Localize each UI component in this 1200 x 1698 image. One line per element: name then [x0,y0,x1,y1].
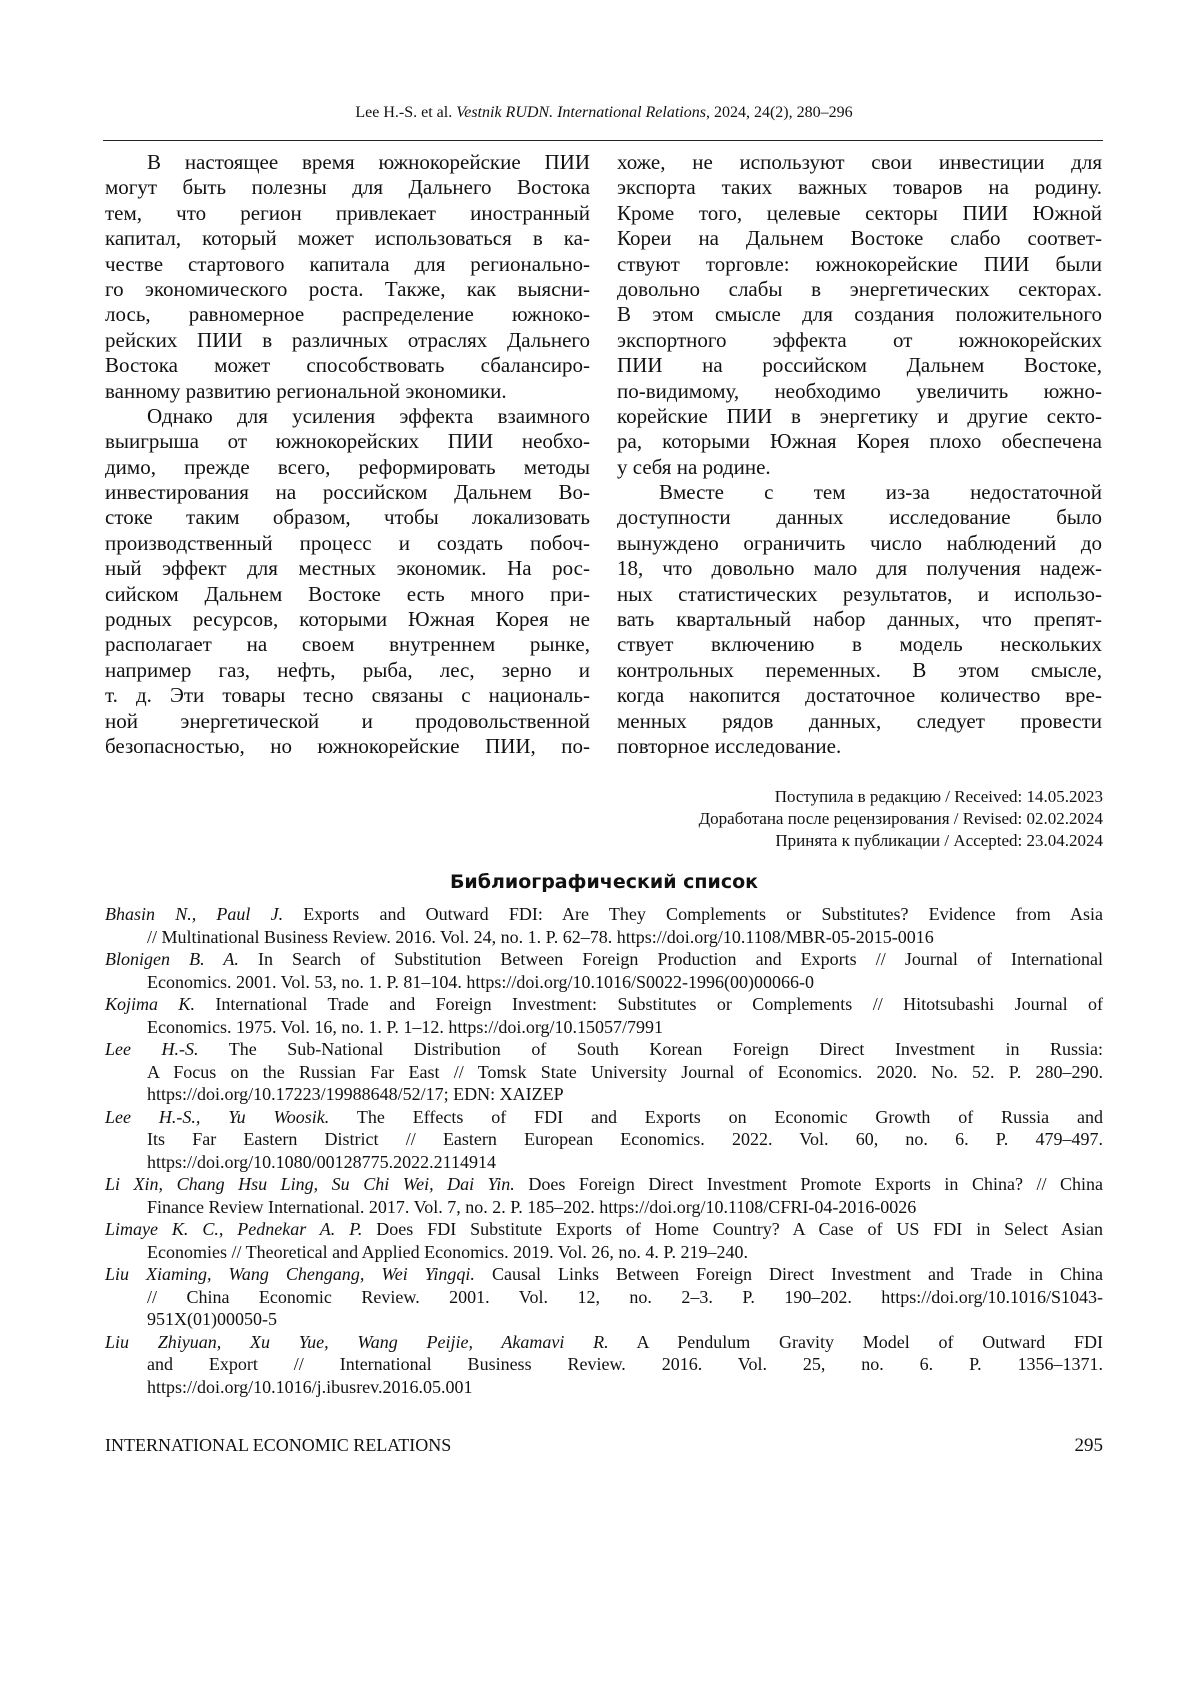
text-line: Однако для усиления эффекта взаимного [105,404,590,429]
reference-line [105,1038,1103,1061]
text-line: 18, что довольно мало для получения надеж- [617,556,1102,581]
right-column [617,150,1102,759]
text-line: у себя на родине. [617,455,1102,480]
header-rule [103,140,1103,141]
reference-line: // Multinational Business Review. 2016. Vol. 24, no. 1. P. 62–78. https://doi.org/10.1108/MBR-05-2015-0016 [105,926,1103,949]
text-line: Кореи на Дальнем Востоке слабо соответ- [617,226,1102,251]
text-line: В настоящее время южнокорейские ПИИ [105,150,590,175]
reference-line: 951X(01)00050-5 [105,1308,1103,1331]
text-line: экспорта таких важных товаров на родину. [617,175,1102,200]
reference-text: Does Foreign Direct Investment Promote Exports in China? // China [515,1174,1103,1194]
text-line: безопасностью, но южнокорейские ПИИ, по- [105,734,590,759]
text-line: производственный процесс и создать побоч- [105,531,590,556]
page-footer [105,1435,1103,1456]
reference-line [105,1263,1103,1286]
reference-line [105,1173,1103,1196]
paragraph [617,150,1102,480]
reference-line: A Focus on the Russian Far East // Tomsk State University Journal of Economics. 2020. No. 52. P. 280–290. [105,1061,1103,1084]
text-line: ный эффект для местных экономик. На рос- [105,556,590,581]
text-line: менных рядов данных, следует провести [617,709,1102,734]
reference-line: Its Far Eastern District // Eastern European Economics. 2022. Vol. 60, no. 6. P. 479–497. [105,1128,1103,1151]
bibliography-title: Библиографический список [105,871,1103,893]
reference-text: Exports and Outward FDI: Are They Complements or Substitutes? Evidence from Asia [283,904,1103,924]
reference-authors: Lee H.-S., Yu Woosik. [105,1107,329,1127]
reference-authors: Bhasin N., Paul J. [105,904,283,924]
reference-authors: Lee H.-S. [105,1039,199,1059]
bibliography-list [105,903,1103,1398]
text-line: стоке таким образом, чтобы локализовать [105,505,590,530]
text-line: ПИИ на российском Дальнем Востоке, [617,353,1102,378]
article-dates [699,786,1103,852]
reference-text: In Search of Substitution Between Foreign Production and Exports // Journal of International [239,949,1103,969]
text-line: Востока может способствовать сбалансиро- [105,353,590,378]
reference-text: International Trade and Foreign Investment: Substitutes or Complements // Hitotsubashi Journal of [195,994,1103,1014]
text-line: инвестирования на российском Дальнем Во- [105,480,590,505]
reference-line [105,903,1103,926]
footer-section: INTERNATIONAL ECONOMIC RELATIONS [105,1435,451,1455]
reference-line: https://doi.org/10.17223/19988648/52/17; EDN: XAIZEP [105,1083,1103,1106]
text-line: капитал, который может использоваться в ка- [105,226,590,251]
reference-text: Does FDI Substitute Exports of Home Country? A Case of US FDI in Select Asian [362,1219,1103,1239]
text-line: честве стартового капитала для регионально- [105,252,590,277]
text-line: ствуют торговле: южнокорейские ПИИ были [617,252,1102,277]
header-issue: , 2024, 24(2), 280–296 [706,104,853,121]
reference-item [105,948,1103,993]
text-line: вынуждено ограничить число наблюдений до [617,531,1102,556]
reference-item [105,1263,1103,1331]
header-journal: Vestnik RUDN. International Relations [456,104,706,121]
text-line: ной энергетической и продовольственной [105,709,590,734]
text-line: например газ, нефть, рыба, лес, зерно и [105,658,590,683]
reference-authors: Limaye K. C., Pednekar A. P. [105,1219,362,1239]
text-line: повторное исследование. [617,734,1102,759]
text-line: довольно слабы в энергетических секторах. [617,277,1102,302]
text-line: димо, прежде всего, реформировать методы [105,455,590,480]
reference-item [105,1106,1103,1174]
text-line: когда накопится достаточное количество вре- [617,683,1102,708]
reference-line: Finance Review International. 2017. Vol. 7, no. 2. P. 185–202. https://doi.org/10.1108/CFRI-04-2016-0026 [105,1196,1103,1219]
text-line: го экономического роста. Также, как выясни- [105,277,590,302]
reference-text: The Sub-National Distribution of South Korean Foreign Direct Investment in Russia: [199,1039,1103,1059]
reference-authors: Kojima K. [105,994,195,1014]
reference-line [105,993,1103,1016]
reference-item [105,993,1103,1038]
text-line: В этом смысле для создания положительного [617,302,1102,327]
paragraph [105,404,590,759]
text-line: могут быть полезны для Дальнего Востока [105,175,590,200]
reference-line: Economics. 1975. Vol. 16, no. 1. P. 1–12. https://doi.org/10.15057/7991 [105,1016,1103,1039]
reference-item [105,903,1103,948]
paragraph [617,480,1102,759]
reference-authors: Liu Xiaming, Wang Chengang, Wei Yingqi. [105,1264,475,1284]
reference-authors: Li Xin, Chang Hsu Ling, Su Chi Wei, Dai Yin. [105,1174,515,1194]
text-line: Кроме того, целевые секторы ПИИ Южной [617,201,1102,226]
text-line: ных статистических результатов, и использо- [617,582,1102,607]
left-column [105,150,590,759]
text-line: тем, что регион привлекает иностранный [105,201,590,226]
reference-line [105,948,1103,971]
running-header [105,104,1103,122]
reference-line [105,1218,1103,1241]
reference-line: https://doi.org/10.1080/00128775.2022.2114914 [105,1151,1103,1174]
text-line: хоже, не используют свои инвестиции для [617,150,1102,175]
text-line: сийском Дальнем Востоке есть много при- [105,582,590,607]
reference-line: Economies // Theoretical and Applied Economics. 2019. Vol. 26, no. 4. P. 219–240. [105,1241,1103,1264]
reference-line: https://doi.org/10.1016/j.ibusrev.2016.05.001 [105,1376,1103,1399]
page-number: 295 [1075,1435,1104,1457]
reference-item [105,1218,1103,1263]
text-line: корейские ПИИ в энергетику и другие секто- [617,404,1102,429]
text-line: родных ресурсов, которыми Южная Корея не [105,607,590,632]
paragraph [105,150,590,404]
reference-authors: Liu Zhiyuan, Xu Yue, Wang Peijie, Akamavi R. [105,1332,609,1352]
text-line: располагает на своем внутреннем рынке, [105,632,590,657]
reference-line [105,1331,1103,1354]
text-line: по-видимому, необходимо увеличить южно- [617,379,1102,404]
text-line: вать квартальный набор данных, что препят- [617,607,1102,632]
reference-item [105,1038,1103,1106]
reference-line: and Export // International Business Review. 2016. Vol. 25, no. 6. P. 1356–1371. [105,1353,1103,1376]
text-line: доступности данных исследование было [617,505,1102,530]
date-received: Поступила в редакцию / Received: 14.05.2023 [699,786,1103,808]
reference-item [105,1173,1103,1218]
text-line: ра, которыми Южная Корея плохо обеспечена [617,429,1102,454]
text-line: рейских ПИИ в различных отраслях Дальнего [105,328,590,353]
text-line: т. д. Эти товары тесно связаны с националь- [105,683,590,708]
header-authors: Lee H.-S. et al. [355,104,452,121]
reference-authors: Blonigen B. A. [105,949,239,969]
text-line: экспортного эффекта от южнокорейских [617,328,1102,353]
reference-item [105,1331,1103,1399]
reference-text: The Effects of FDI and Exports on Economic Growth of Russia and [329,1107,1103,1127]
date-revised: Доработана после рецензирования / Revised: 02.02.2024 [699,808,1103,830]
text-line: контрольных переменных. В этом смысле, [617,658,1102,683]
text-line: Вместе с тем из-за недостаточной [617,480,1102,505]
reference-line: Economics. 2001. Vol. 53, no. 1. P. 81–104. https://doi.org/10.1016/S0022-1996(00)00066-0 [105,971,1103,994]
reference-text: Causal Links Between Foreign Direct Investment and Trade in China [475,1264,1103,1284]
text-line: лось, равномерное распределение южноко- [105,302,590,327]
reference-line: // China Economic Review. 2001. Vol. 12, no. 2–3. P. 190–202. https://doi.org/10.1016/S1043- [105,1286,1103,1309]
date-accepted: Принята к публикации / Accepted: 23.04.2024 [699,830,1103,852]
text-line: ствует включению в модель нескольких [617,632,1102,657]
reference-line [105,1106,1103,1129]
text-line: ванному развитию региональной экономики. [105,379,590,404]
text-line: выигрыша от южнокорейских ПИИ необхо- [105,429,590,454]
reference-text: A Pendulum Gravity Model of Outward FDI [609,1332,1103,1352]
